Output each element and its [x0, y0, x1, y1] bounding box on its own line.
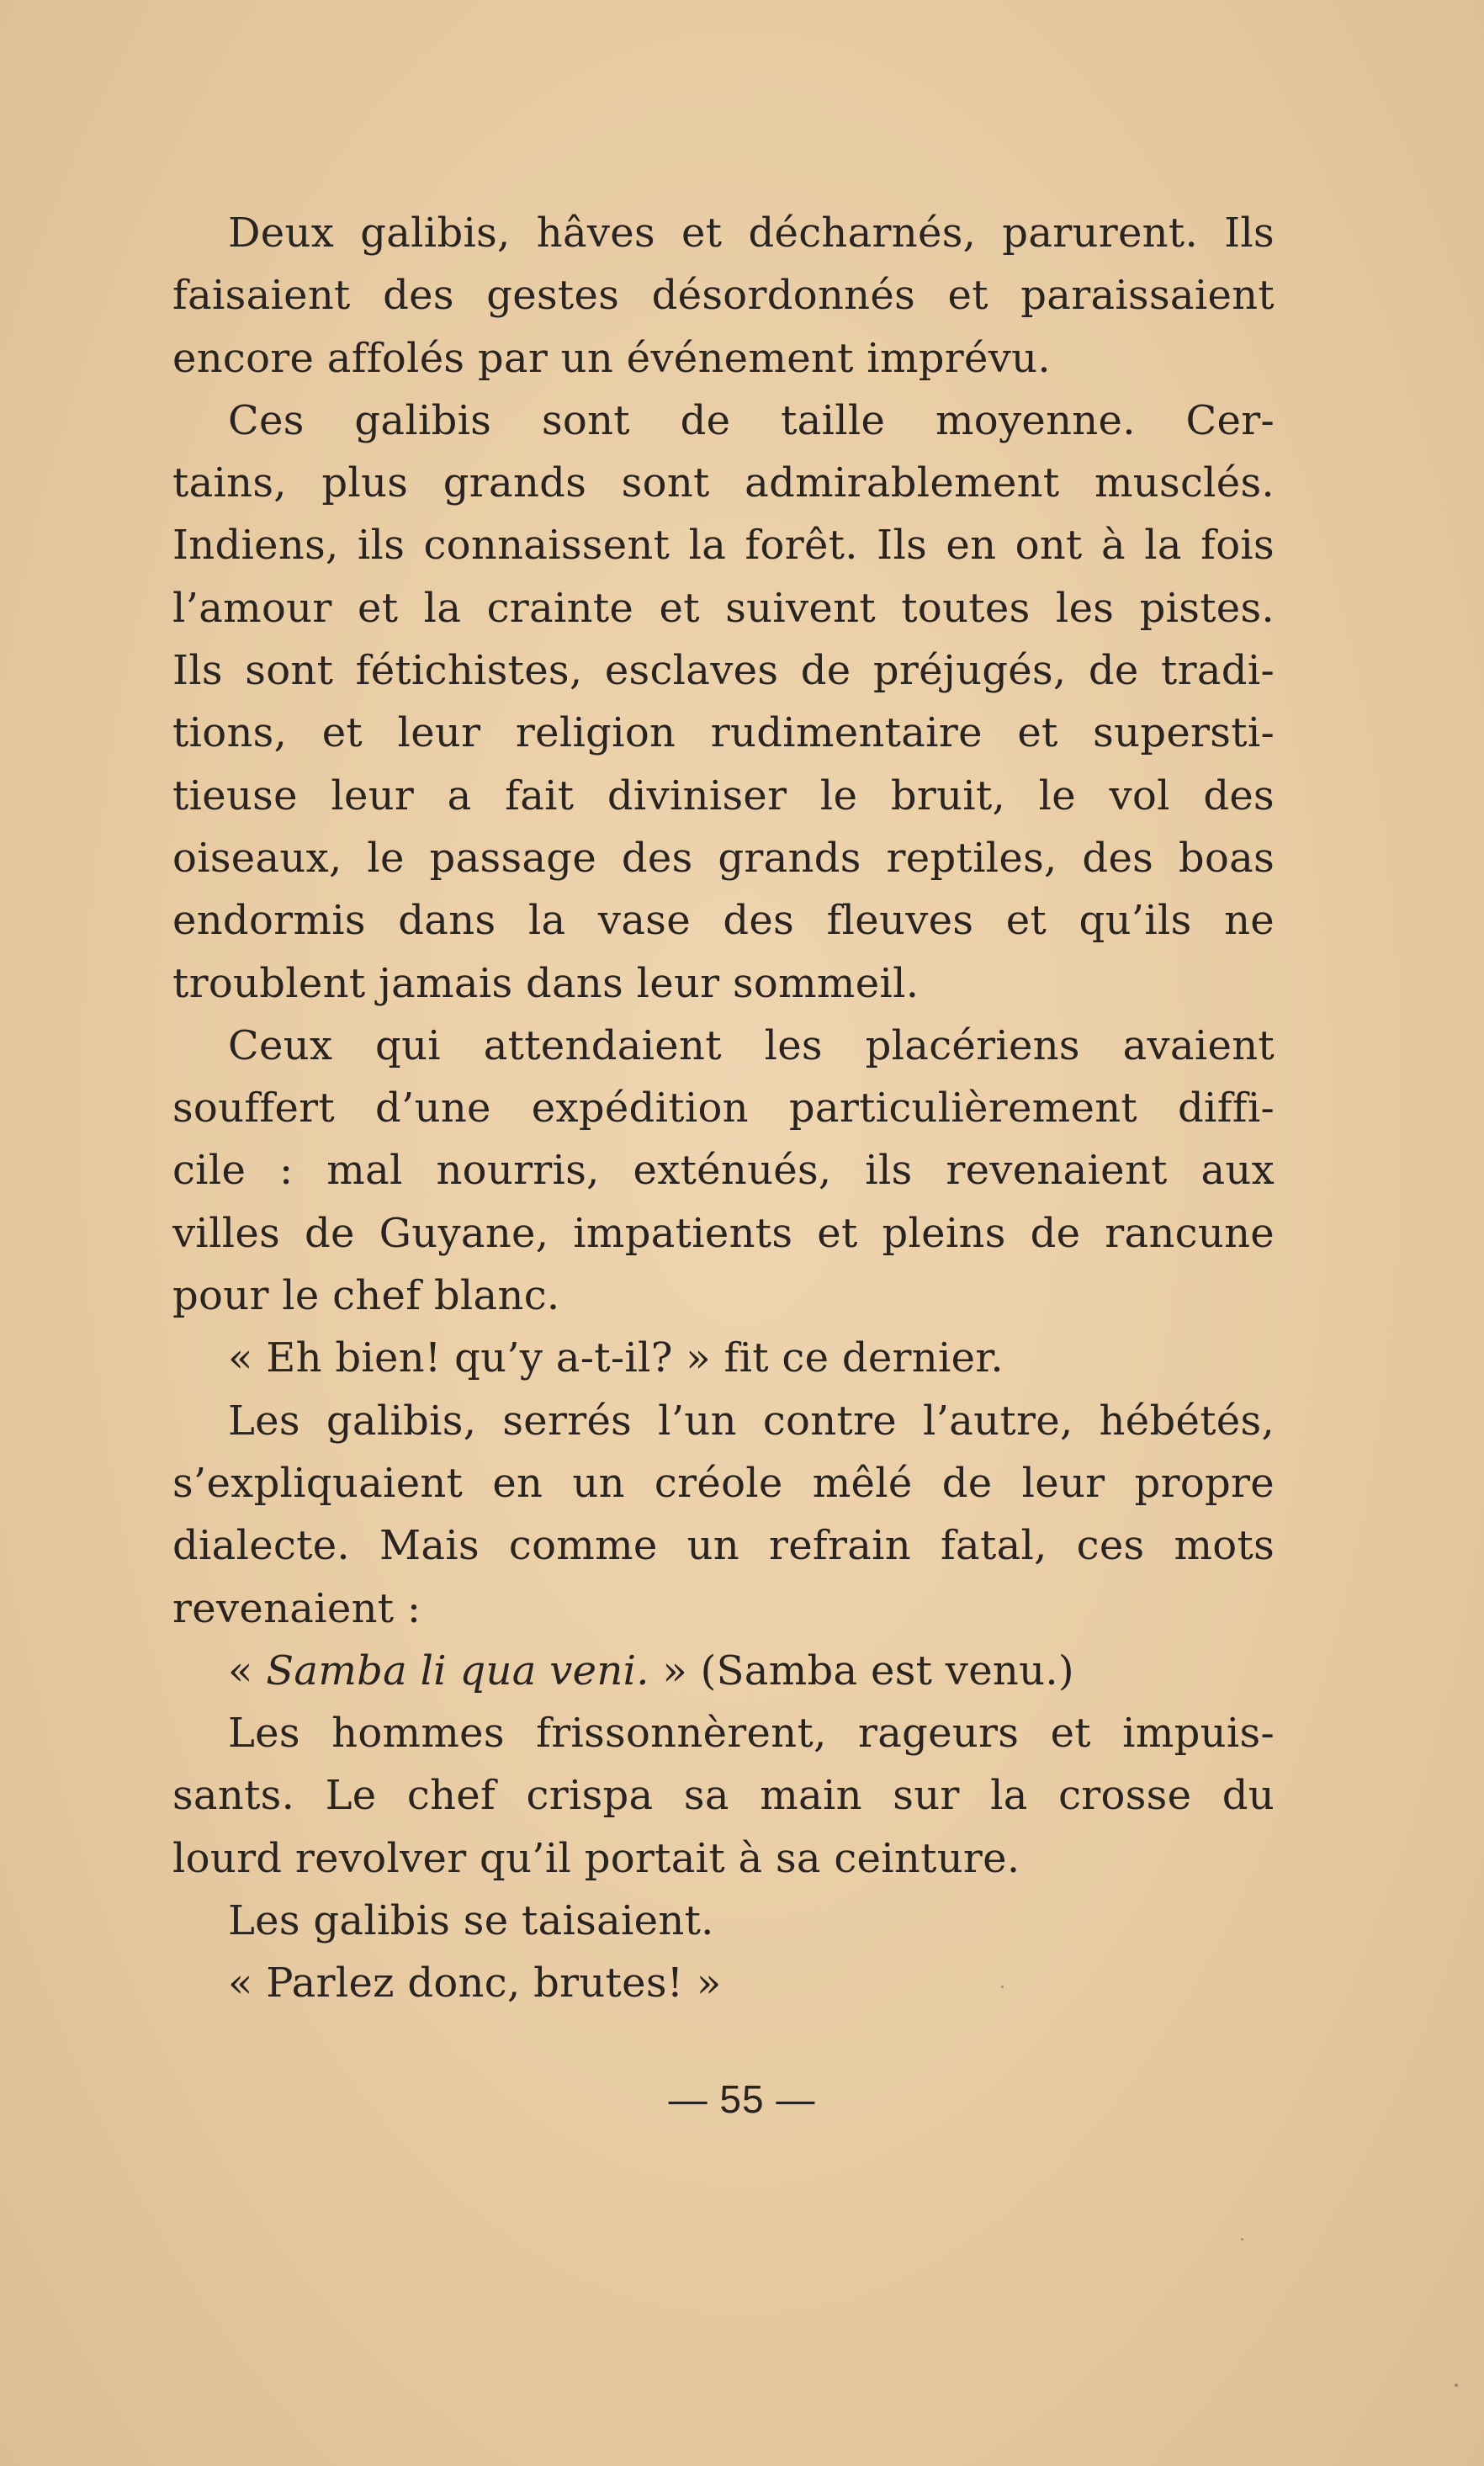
paper-speck — [1241, 2238, 1243, 2241]
text-line: « Eh bien! qu’y a-t-il? » fit ce dernier. — [228, 1334, 1004, 1382]
text-line: lourd revolver qu’il portait à sa ceinture. — [172, 1834, 1020, 1882]
text-line: troublent jamais dans leur sommeil. — [172, 959, 920, 1007]
text-line: cile : mal nourris, exténués, ils revenaient aux — [172, 1147, 1275, 1195]
paper-speck — [1455, 2384, 1458, 2387]
text-line: s’expliquaient en un créole mêlé de leur propre — [172, 1459, 1275, 1507]
paper-speck — [1001, 1986, 1004, 1988]
text-line: Deux galibis, hâves et décharnés, parurent. Ils — [228, 209, 1275, 257]
text-line: tains, plus grands sont admirablement musclés. — [172, 459, 1275, 507]
text-line: villes de Guyane, impatients et pleins de rancune — [172, 1209, 1275, 1257]
text-line: Ils sont fétichistes, esclaves de préjugés, de tradi- — [172, 647, 1275, 695]
text-line: tieuse leur a fait diviniser le bruit, le vol des — [172, 772, 1275, 819]
text-line-italic: « Samba li qua veni. » (Samba est venu.) — [228, 1647, 1074, 1694]
text-line: tions, et leur religion rudimentaire et supersti- — [172, 709, 1275, 757]
italic-phrase: Samba li qua veni. — [266, 1647, 649, 1694]
text-line: oiseaux, le passage des grands reptiles, des boas — [172, 834, 1275, 882]
text-line: dialecte. Mais comme un refrain fatal, ces mots — [172, 1522, 1275, 1570]
text-line: Ceux qui attendaient les placériens avaient — [228, 1021, 1275, 1069]
text-line: pour le chef blanc. — [172, 1272, 560, 1320]
body-text — [172, 202, 1275, 2015]
text-line: faisaient des gestes désordonnés et paraissaient — [172, 272, 1275, 320]
text-line: Les hommes frissonnèrent, rageurs et impuis- — [228, 1710, 1275, 1758]
text-line: Indiens, ils connaissent la forêt. Ils en ont à la fois — [172, 522, 1275, 570]
text-line: l’amour et la crainte et suivent toutes les pistes. — [172, 584, 1275, 632]
text-line: endormis dans la vase des fleuves et qu’ils ne — [172, 897, 1275, 945]
text-line: « Parlez donc, brutes! » — [228, 1960, 722, 2007]
text-line: Les galibis se taisaient. — [228, 1897, 714, 1945]
text-line: souffert d’une expédition particulièrement diffi- — [172, 1085, 1275, 1132]
text-line: encore affolés par un événement imprévu. — [172, 334, 1051, 382]
text-line: sants. Le chef crispa sa main sur la crosse du — [172, 1772, 1275, 1820]
page-number: — 55 — — [668, 2077, 816, 2121]
text-line: Ces galibis sont de taille moyenne. Cer- — [228, 396, 1275, 444]
text-line: Les galibis, serrés l’un contre l’autre, hébétés, — [228, 1397, 1275, 1445]
text-line: revenaient : — [172, 1584, 421, 1632]
